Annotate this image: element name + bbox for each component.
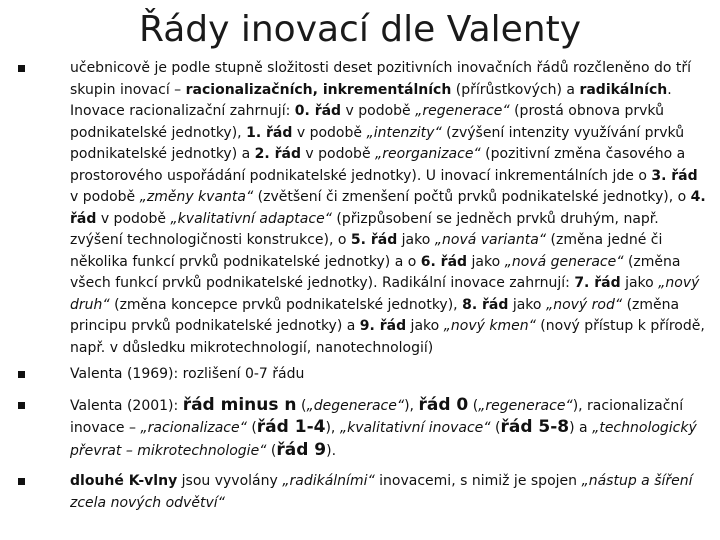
text-run: (	[490, 420, 501, 436]
bullet-k-vlny	[0, 471, 720, 514]
order-name: „technologický převrat – mikrotechnologie“	[70, 420, 697, 459]
bullet-valenta-2001	[0, 395, 720, 463]
text-run: v podobě	[341, 103, 416, 119]
text-run: učebnicově je podle stupně složitosti deset pozitivních inovačních řádů rozčleněno do tří skupin inovací –	[70, 60, 692, 98]
text-run: jako	[508, 296, 546, 313]
order-name: „reorganizace“	[375, 146, 481, 162]
order-name: „nový kmen“	[443, 318, 536, 334]
text-run: inovacemi, s nimiž je spojen	[374, 473, 582, 489]
text-run: jako	[620, 275, 659, 291]
text-run: (prostá obnova prvků podnikatelské jednotky),	[70, 103, 664, 141]
square-bullet-icon	[18, 402, 25, 409]
text-run: jsou vyvolány	[177, 473, 283, 489]
slide-title: Řády inovací dle Valenty	[138, 9, 582, 50]
bullet-inovacni-rady	[0, 58, 720, 359]
text-run: (změna jedné či několika funkcí prvků podnikatelské jednotky) a o	[70, 232, 663, 270]
order-label: 2. řád	[254, 146, 301, 162]
text-run: (	[468, 397, 479, 414]
order-name: „nová generace“	[504, 253, 624, 270]
order-name: „regenerace“	[415, 103, 510, 119]
text-run: (změna principu prvků podnikatelské jednotky) a	[70, 296, 680, 334]
text-run: jako	[397, 232, 435, 248]
order-name: „změny kvanta“	[139, 189, 254, 205]
text-run: (zvětšení či zmenšení počtů prvků podnikatelské jednotky), o	[253, 189, 691, 205]
text-run: v podobě	[292, 124, 367, 141]
order-label: 8. řád	[462, 296, 509, 313]
text-run: jako	[467, 253, 505, 270]
text-run: v podobě	[300, 146, 376, 162]
order-name: „nový druh“	[70, 275, 700, 313]
order-label: 9. řád	[359, 318, 407, 334]
text-run: (změna všech funkcí prvků podnikatelské jednotky). Radikální inovace zahrnují:	[70, 253, 681, 291]
order-label: 1. řád	[246, 124, 293, 141]
text-run: ) a	[569, 420, 593, 436]
text-run: ), racionalizační inovace –	[70, 397, 684, 436]
order-name: „degenerace“	[306, 397, 405, 414]
order-name: „kvalitativní inovace“	[339, 420, 491, 436]
text-run: (	[246, 420, 257, 436]
text-run: . Inovace racionalizační zahrnují:	[70, 81, 672, 119]
order-name: „intenzity“	[366, 124, 442, 141]
italic-term: „nástup a šíření zcela nových odvětví“	[70, 473, 693, 511]
text-run: (nový přístup k přírodě, např. v důsledku mikrotechnologií, nanotechnologií)	[70, 318, 705, 356]
order-name: „nový rod“	[545, 296, 623, 313]
bullet-list	[0, 58, 720, 519]
order-label: 6. řád	[420, 253, 468, 270]
text-run: Valenta (2001):	[70, 397, 183, 414]
order-label: řád 5-8	[500, 417, 570, 437]
text-run: (	[266, 442, 277, 459]
order-label: řád minus n	[182, 394, 297, 415]
bold-term: dlouhé K-vlny	[70, 473, 178, 489]
text-run: (zvýšení intenzity využívání prvků podnikatelské jednotky) a	[70, 124, 685, 162]
text-run: jako	[406, 318, 444, 334]
order-name: „nová varianta“	[434, 232, 547, 248]
italic-term: „radikálními“	[282, 473, 375, 489]
order-label: 0. řád	[294, 103, 342, 119]
order-label: 5. řád	[350, 232, 398, 248]
text-run: (změna koncepce prvků podnikatelské jednotky),	[109, 296, 463, 313]
order-name: „kvalitativní adaptace“	[170, 210, 332, 227]
order-label: 7. řád	[574, 275, 621, 291]
bullet-valenta-1969	[0, 364, 720, 386]
text-run: (	[296, 397, 307, 414]
bold-term: racionalizačních, inkrementálních	[185, 81, 452, 98]
text-run: Valenta (1969): rozlišení 0-7 řádu	[70, 366, 305, 382]
order-name: „regenerace“	[478, 397, 573, 414]
text-run: ),	[325, 420, 340, 436]
square-bullet-icon	[18, 371, 25, 378]
order-label: řád 1-4	[256, 417, 326, 437]
text-run: ),	[404, 397, 419, 414]
text-run: v podobě	[70, 189, 140, 205]
text-run: ).	[326, 442, 337, 459]
order-label: řád 0	[418, 394, 469, 415]
square-bullet-icon	[18, 65, 25, 72]
order-name: „racionalizace“	[140, 420, 247, 436]
square-bullet-icon	[18, 478, 25, 485]
bold-term: radikálních	[579, 81, 668, 98]
order-label: 3. řád	[651, 167, 698, 184]
order-label: 4. řád	[70, 189, 706, 227]
text-run: (přírůstkových) a	[451, 81, 580, 98]
text-run: (přizpůsobení se jedněch prvků druhým, např. zvýšení technologičnosti konstrukce), o	[70, 210, 659, 248]
order-label: řád 9	[276, 439, 327, 460]
text-run: v podobě	[96, 210, 171, 227]
text-run: (pozitivní změna časového a prostorového uspořádání podnikatelské jednotky). U inovací inkrementálních jde o	[70, 146, 686, 184]
